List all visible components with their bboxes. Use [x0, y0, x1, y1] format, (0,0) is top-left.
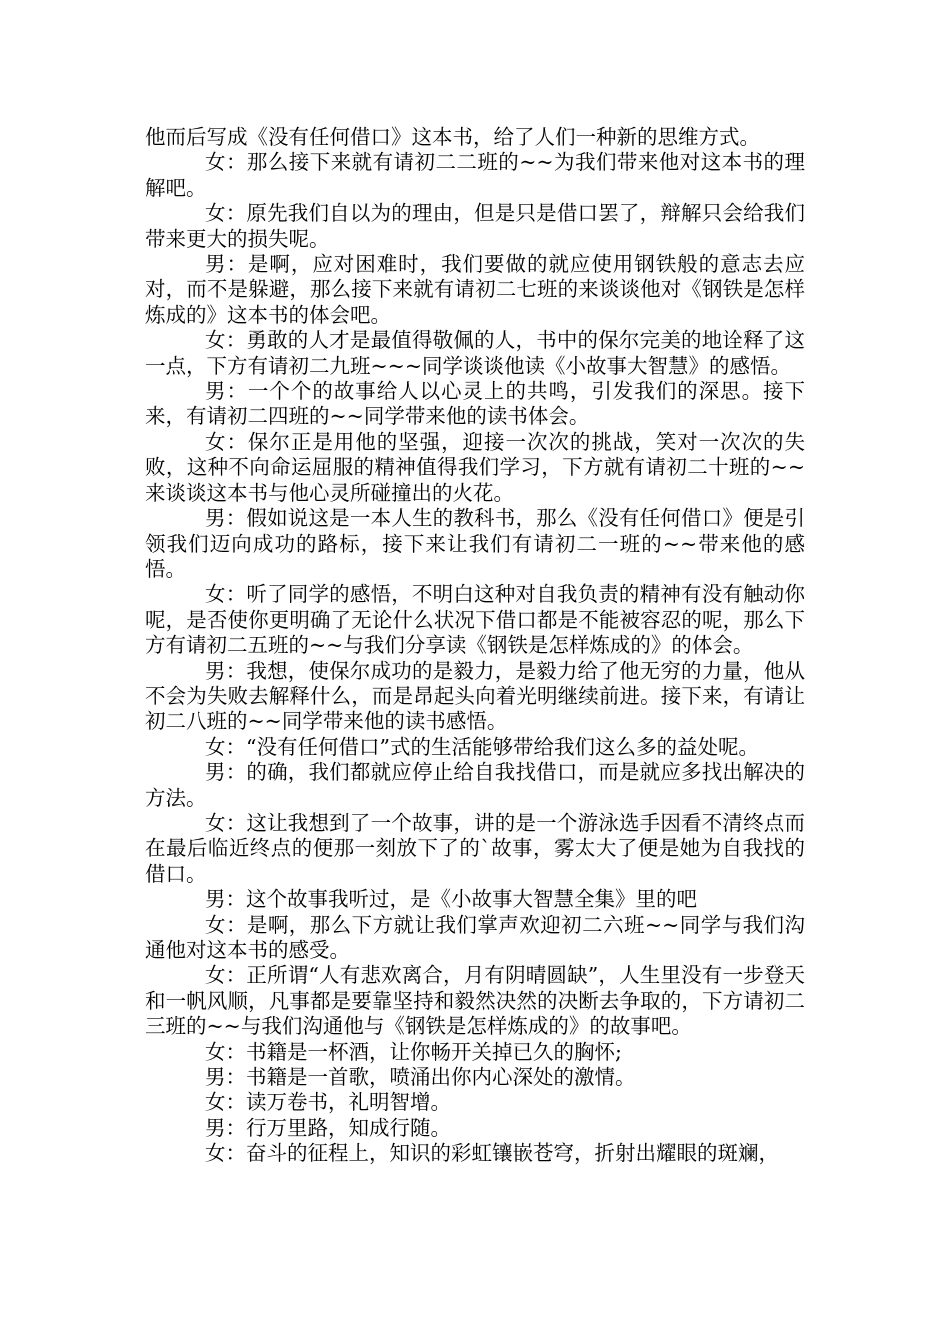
- paragraph-17: 女：书籍是一杯酒，让你畅开关掉已久的胸怀;: [205, 1039, 622, 1064]
- document-body: [145, 125, 805, 1167]
- paragraph-1: 他而后写成《没有任何借口》这本书，给了人们一种新的思维方式。: [145, 125, 760, 149]
- paragraph-2: 女：那么接下来就有请初二二班的~~为我们带来他对这本书的理解吧。: [145, 150, 805, 200]
- paragraph-15: 女：是啊，那么下方就让我们掌声欢迎初二六班~~同学与我们沟通他对这本书的感受。: [145, 912, 805, 962]
- paragraph-4: 男：是啊，应对困难时，我们要做的就应使用钢铁般的意志去应对，而不是躲避，那么接下来就有请初二七班的来谈谈他对《钢铁是怎样炼成的》这本书的体会吧。: [145, 252, 805, 327]
- paragraph-8: 男：假如说这是一本人生的教科书，那么《没有任何借口》便是引领我们迈向成功的路标，接下来让我们有请初二一班的~~带来他的感悟。: [145, 506, 805, 581]
- paragraph-19: 女：读万卷书，礼明智增。: [205, 1090, 451, 1115]
- paragraph-14: 男：这个故事我听过，是《小故事大智慧全集》里的吧: [205, 887, 697, 912]
- paragraph-20: 男：行万里路，知成行随。: [205, 1115, 451, 1140]
- paragraph-13: 女：这让我想到了一个故事，讲的是一个游泳选手因看不清终点而在最后临近终点的便那一刻放下了的`故事，雾太大了便是她为自我找的借口。: [145, 810, 805, 886]
- paragraph-7: 女：保尔正是用他的坚强，迎接一次次的挑战，笑对一次次的失败，这种不向命运屈服的精神值得我们学习，下方就有请初二十班的~~来谈谈这本书与他心灵所碰撞出的火花。: [145, 429, 805, 505]
- paragraph-3: 女：原先我们自以为的理由，但是只是借口罢了，辩解只会给我们带来更大的损失呢。: [145, 201, 805, 251]
- paragraph-10: 男：我想，使保尔成功的是毅力，是毅力给了他无穷的力量，他从不会为失败去解释什么，而是昂起头向着光明继续前进。接下来，有请让初二八班的~~同学带来他的读书感悟。: [145, 658, 805, 734]
- paragraph-21: 女：奋斗的征程上，知识的彩虹镶嵌苍穹，折射出耀眼的斑斓，: [205, 1141, 779, 1166]
- paragraph-12: 男：的确，我们都就应停止给自我找借口，而是就应多找出解决的方法。: [145, 760, 805, 810]
- paragraph-11: 女：“没有任何借口”式的生活能够带给我们这么多的益处呢。: [205, 734, 759, 759]
- paragraph-5: 女：勇敢的人才是最值得敬佩的人，书中的保尔完美的地诠释了这一点，下方有请初二九班~~~同学谈谈他读《小故事大智慧》的感悟。: [145, 328, 805, 378]
- paragraph-6: 男：一个个的故事给人以心灵上的共鸣，引发我们的深思。接下来，有请初二四班的~~同学带来他的读书体会。: [145, 379, 805, 429]
- paragraph-9: 女：听了同学的感悟，不明白这种对自我负责的精神有没有触动你呢，是否使你更明确了无论什么状况下借口都是不能被容忍的呢，那么下方有请初二五班的~~与我们分享读《钢铁是怎样炼成的》的体会。: [145, 582, 805, 658]
- paragraph-16: 女：正所谓“人有悲欢离合，月有阴晴圆缺”，人生里没有一步登天和一帆风顺，凡事都是要靠坚持和毅然决然的决断去争取的，下方请初二三班的~~与我们沟通他与《钢铁是怎样炼成的》的故事吧。: [145, 963, 805, 1039]
- paragraph-18: 男：书籍是一首歌，喷涌出你内心深处的激情。: [205, 1065, 636, 1090]
